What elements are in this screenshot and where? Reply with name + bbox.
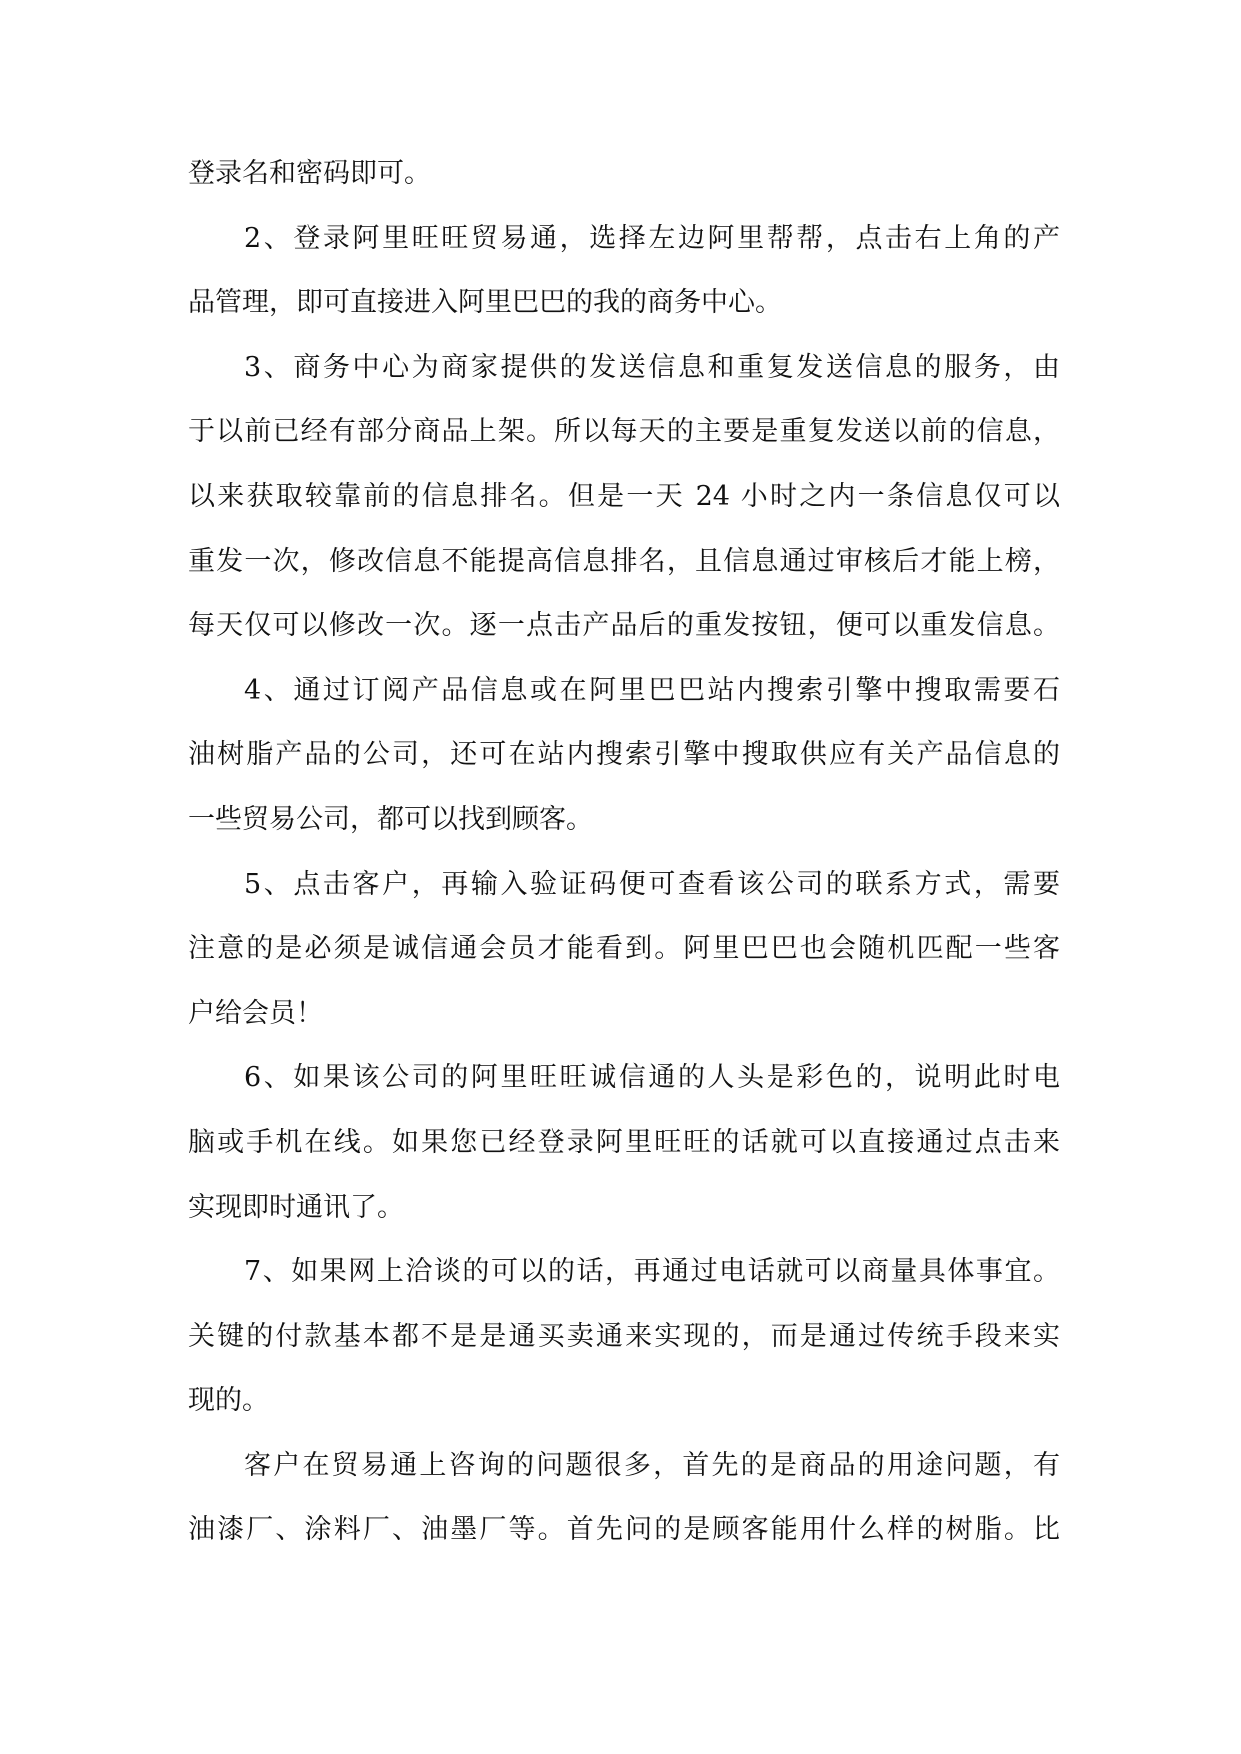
text-line: 脑或手机在线。如果您已经登录阿里旺旺的话就可以直接通过点击来 bbox=[188, 1126, 1060, 1158]
text-line: 关键的付款基本都不是是通买卖通来实现的，而是通过传统手段来实 bbox=[188, 1320, 1060, 1352]
text-line: 2、登录阿里旺旺贸易通，选择左边阿里帮帮，点击右上角的产 bbox=[244, 222, 1060, 254]
text-line: 注意的是必须是诚信通会员才能看到。阿里巴巴也会随机匹配一些客 bbox=[188, 933, 1060, 965]
text-line: 品管理，即可直接进入阿里巴巴的我的商务中心。 bbox=[188, 287, 782, 319]
text-line: 重发一次，修改信息不能提高信息排名，且信息通过审核后才能上榜， bbox=[188, 545, 1060, 577]
text-line: 现的。 bbox=[188, 1385, 269, 1417]
text-line: 每天仅可以修改一次。逐一点击产品后的重发按钮，便可以重发信息。 bbox=[188, 610, 1060, 642]
text-line: 客户在贸易通上咨询的问题很多，首先的是商品的用途问题，有 bbox=[244, 1449, 1060, 1481]
document-body bbox=[188, 142, 1060, 1563]
text-line: 4、通过订阅产品信息或在阿里巴巴站内搜索引擎中搜取需要石 bbox=[244, 674, 1060, 706]
text-line: 3、商务中心为商家提供的发送信息和重复发送信息的服务，由 bbox=[244, 351, 1060, 383]
text-line: 6、如果该公司的阿里旺旺诚信通的人头是彩色的，说明此时电 bbox=[244, 1062, 1060, 1094]
text-line: 实现即时通讯了。 bbox=[188, 1191, 404, 1223]
text-line: 登录名和密码即可。 bbox=[188, 158, 431, 189]
text-line: 一些贸易公司，都可以找到顾客。 bbox=[188, 803, 593, 835]
text-line: 5、点击客户，再输入验证码便可查看该公司的联系方式，需要 bbox=[244, 868, 1060, 900]
text-line: 油漆厂、涂料厂、油墨厂等。首先问的是顾客能用什么样的树脂。比 bbox=[188, 1514, 1060, 1546]
text-line: 7、如果网上洽谈的可以的话，再通过电话就可以商量具体事宜。 bbox=[244, 1256, 1060, 1288]
text-line: 户给会员！ bbox=[188, 997, 323, 1029]
text-line: 油树脂产品的公司，还可在站内搜索引擎中搜取供应有关产品信息的 bbox=[188, 739, 1060, 771]
text-line: 以来获取较靠前的信息排名。但是一天 24 小时之内一条信息仅可以 bbox=[188, 480, 1060, 512]
text-line: 于以前已经有部分商品上架。所以每天的主要是重复发送以前的信息， bbox=[188, 416, 1060, 448]
